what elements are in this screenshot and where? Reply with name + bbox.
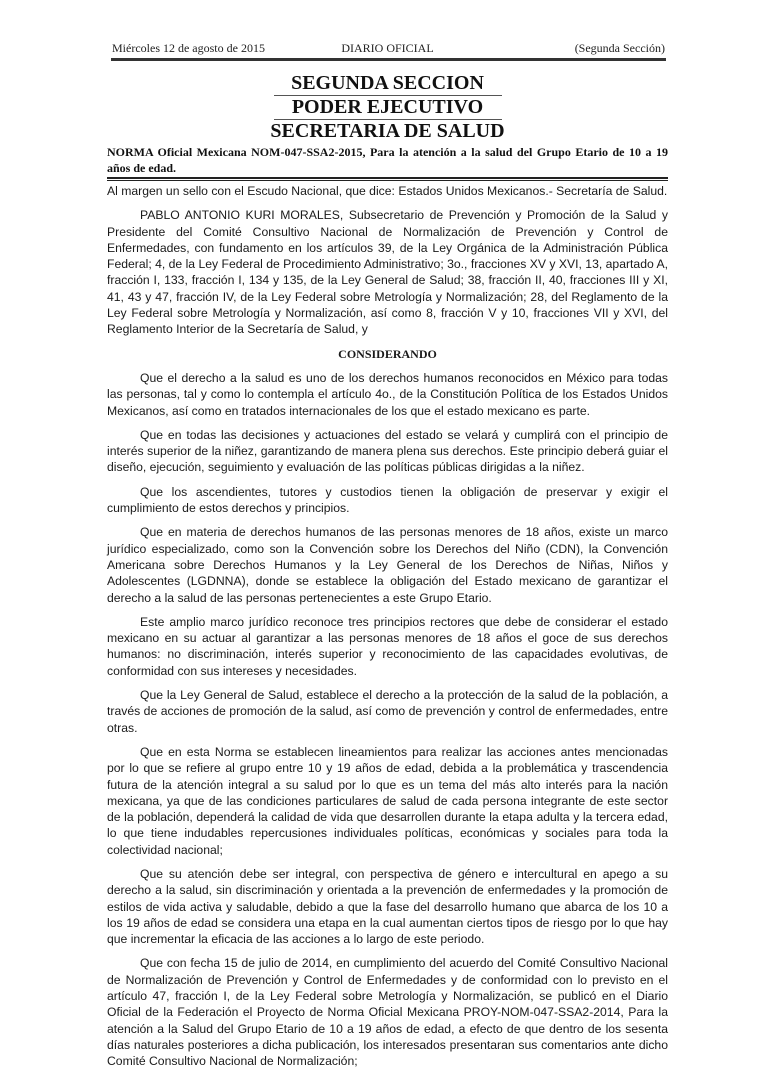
title-body-divider — [107, 177, 668, 181]
header-publication: DIARIO OFICIAL — [341, 41, 434, 55]
considerando-heading: CONSIDERANDO — [338, 346, 437, 361]
header-divider — [111, 58, 666, 61]
considerando-paragraph: Que en materia de derechos humanos de las personas menores de 18 años, existe un marco jurídico especializado, como son la Convención sobre los Derechos del Niño (CDN), la Convención Americana sobre Derechos Humanos y la Ley General de los Derechos de Niñas, Niños y Adolescentes (LGDNNA), donde se establece la obligación del Estado mexicano de garantizar el derecho a la salud de las personas pertenecientes a este Grupo Etario. — [107, 525, 668, 605]
header-section: (Segunda Sección) — [574, 41, 665, 55]
preamble-paragraph: PABLO ANTONIO KURI MORALES, Subsecretario de Prevención y Promoción de la Salud y Presidente del Comité Consultivo Nacional de Normalización de Prevención y Control de Enfermedades, con fundamento en los artículos 39, de la Ley Orgánica de la Administración Pública Federal; 4, de la Ley Federal de Procedimiento Administrativo; 3o., fracciones XV y XVI, 13, apartado A, fracción I, 133, fracción I, 134 y 135, de la Ley General de Salud; 38, fracción II, 40, fracciones III y XI, 41, 43 y 47, fracción IV, de la Ley Federal sobre Metrología y Normalización; 28, del Reglamento de la Ley Federal sobre Metrología y Normalización, así como 8, fracción V y 10, fracciones VII y XVI, del Reglamento Interior de la Secretaría de Salud, y — [107, 208, 668, 337]
considerando-paragraph: Que la Ley General de Salud, establece el derecho a la protección de la salud de la población, a través de acciones de promoción de la salud, así como de prevención y control de enfermedades, entre otras. — [107, 688, 668, 735]
section-titles — [107, 72, 668, 143]
ministry-title: SECRETARIA DE SALUD — [270, 120, 505, 142]
considerando-paragraph: Este amplio marco jurídico reconoce tres principios rectores que debe de considerar el estado mexicano en su actuar al garantizar a las personas menores de 18 años el goce de sus derechos humanos: no discriminación, interés superior y reconocimiento de las capacidades evolutivas, de conformidad con sus intereses y necesidades. — [107, 614, 668, 678]
considerando-paragraph: Que en esta Norma se establecen lineamientos para realizar las acciones antes mencionadas por lo que se refiere al grupo entre 10 y 19 años de edad, debida a la problemática y trascendencia futura de la atención integral a su salud por lo que es un tema del más alto interés para la nación mexicana, ya que de las condiciones particulares de salud de cada persona integrante de este sector de la población, dependerá la calidad de vida que desarrollen durante la etapa adulta y la tercera edad, lo que tiene indudables repercusiones individuales políticas, económicas y sociales para toda la colectividad nacional; — [107, 744, 668, 857]
considerando-paragraph: Que el derecho a la salud es uno de los derechos humanos reconocidos en México para todas las personas, tal y como lo contempla el artículo 4o., de la Constitución Política de los Estados Unidos Mexicanos, así como en tratados internacionales de los que el estado mexicano es parte. — [107, 370, 668, 418]
document-body — [107, 183, 668, 1078]
considerando-paragraph: Que con fecha 15 de julio de 2014, en cumplimiento del acuerdo del Comité Consultivo Nacional de Normalización de Prevención y Control de Enfermedades y de conformidad con lo previsto en el artículo 47, fracción I, de la Ley Federal sobre Metrología y Normalización, se publicó en el Diario Oficial de la Federación el Proyecto de Norma Oficial Mexicana PROY-NOM-047-SSA2-2014, Para la atención a la Salud del Grupo Etario de 10 a 19 años de edad, a efecto de que dentro de los sesenta días naturales posteriores a dicha publicación, los interesados presentaran sus comentarios ante dicho Comité Consultivo Nacional de Normalización; — [107, 956, 668, 1069]
considerando-paragraph: Que en todas las decisiones y actuaciones del estado se velará y cumplirá con el principio de interés superior de la niñez, garantizando de manera plena sus derechos. Este principio deberá guiar el diseño, ejecución, seguimiento y evaluación de las políticas públicas dirigidas a la niñez. — [107, 427, 668, 475]
running-header — [107, 41, 668, 57]
considerando-paragraph: Que su atención debe ser integral, con perspectiva de género e intercultural en apego a su derecho a la salud, sin discriminación y orientada a la prevención de enfermedades y la promoción de estilos de vida activa y saludable, debido a que la fase del desarrollo humano que abarca de los 10 a los 19 años de edad se considera una etapa en la cual aumentan ciertos tipos de riesgo por lo que hay que incrementar la eficacia de las acciones a lo largo de este periodo. — [107, 866, 668, 947]
margin-note: Al margen un sello con el Escudo Nacional, que dice: Estados Unidos Mexicanos.- Secretaría de Salud. — [107, 184, 668, 198]
header-date: Miércoles 12 de agosto de 2015 — [112, 41, 265, 55]
branch-title: PODER EJECUTIVO — [291, 96, 484, 118]
considerando-paragraph: Que los ascendientes, tutores y custodios tienen la obligación de preservar y exigir el cumplimiento de estos derechos y principios. — [107, 484, 668, 516]
section-title: SEGUNDA SECCION — [291, 72, 484, 94]
norma-title: NORMA Oficial Mexicana NOM-047-SSA2-2015, Para la atención a la salud del Grupo Etario de 10 a 19 años de edad. — [107, 145, 668, 175]
